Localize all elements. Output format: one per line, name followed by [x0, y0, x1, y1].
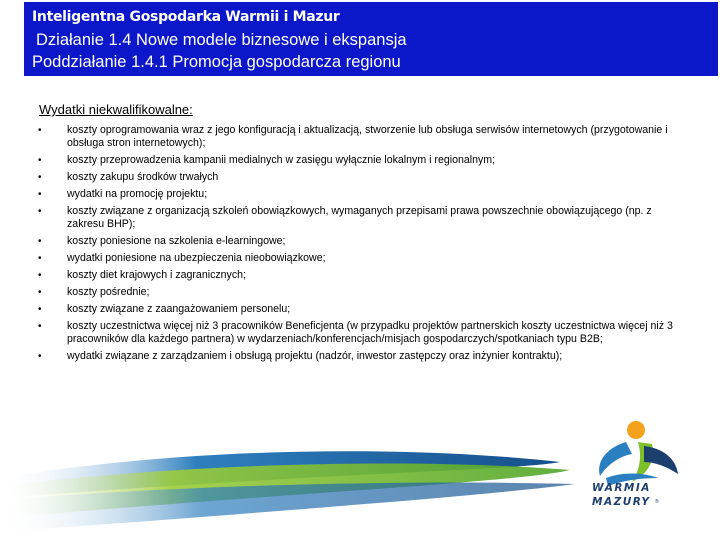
list-item	[38, 124, 678, 150]
list-item-text: wydatki poniesione na ubezpieczenia nieobowiązkowe;	[67, 252, 326, 264]
list-item	[38, 205, 678, 231]
title-banner	[24, 2, 718, 76]
registered-mark: ®	[655, 499, 659, 505]
bullet-marker: •	[38, 125, 42, 136]
bullet-marker: •	[38, 321, 42, 332]
logo-wordmark	[592, 481, 651, 509]
list-item	[38, 269, 678, 282]
logo-line-warmia: WARMIA	[592, 482, 651, 494]
logo-line-mazury: MAZURY	[592, 496, 651, 508]
list-item-text: wydatki związane z zarządzaniem i obsługą projektu (nadzór, inwestor zastępczy oraz inżynier kontraktu);	[67, 350, 563, 362]
list-item	[38, 303, 678, 316]
bullet-marker: •	[38, 155, 42, 166]
list-item-text: koszty poniesione na szkolenia e-learningowe;	[67, 235, 286, 247]
list-item	[38, 286, 678, 299]
bullet-marker: •	[38, 304, 42, 315]
list-item-text: koszty związane z zaangażowaniem personelu;	[67, 303, 291, 315]
list-item	[38, 171, 678, 184]
bullet-marker: •	[38, 172, 42, 183]
bullet-marker: •	[38, 206, 42, 217]
program-name: Inteligentna Gospodarka Warmii i Mazur	[32, 9, 340, 25]
bullet-marker: •	[38, 189, 42, 200]
list-item	[38, 235, 678, 248]
bullet-marker: •	[38, 236, 42, 247]
submeasure-title: Poddziałanie 1.4.1 Promocja gospodarcza regionu	[32, 53, 401, 71]
list-item-text: koszty diet krajowych i zagranicznych;	[67, 269, 246, 281]
list-item	[38, 252, 678, 265]
list-item	[38, 320, 678, 346]
list-item	[38, 188, 678, 201]
bullet-marker: •	[38, 351, 42, 362]
list-item-text: koszty zakupu środków trwałych	[67, 171, 219, 183]
list-item	[38, 154, 678, 167]
bullet-marker: •	[38, 253, 42, 264]
measure-title: Działanie 1.4 Nowe modele biznesowe i ekspansja	[36, 31, 407, 49]
list-item-text: koszty przeprowadzenia kampanii medialnych w zasięgu wyłącznie lokalnym i regionalnym;	[67, 154, 496, 166]
list-item-text: koszty oprogramowania wraz z jego konfiguracją i aktualizacją, stworzenie lub obsługa serwisów internetowych (przygotowanie i obsługa stron internetowych);	[67, 124, 668, 149]
section-heading: Wydatki niekwalifikowalne:	[39, 102, 193, 117]
list-item-text: koszty uczestnictwa więcej niż 3 pracowników Beneficjenta (w przypadku projektów partnerskich koszty uczestnictwa więcej niż 3 pracowników dla każdego partnera) w wydarzeniach/konferencjach/misjach gospodarczych/spotkaniach typu B2B;	[67, 320, 673, 345]
list-item	[38, 350, 678, 363]
ineligible-costs-list	[38, 124, 678, 367]
bullet-marker: •	[38, 287, 42, 298]
bullet-marker: •	[38, 270, 42, 281]
list-item-text: wydatki na promocję projektu;	[67, 188, 208, 200]
list-item-text: koszty związane z organizacją szkoleń obowiązkowych, wymaganych przepisami prawa powszechnie obowiązującego (np. z zakresu BHP);	[67, 205, 652, 230]
list-item-text: koszty pośrednie;	[67, 286, 150, 298]
